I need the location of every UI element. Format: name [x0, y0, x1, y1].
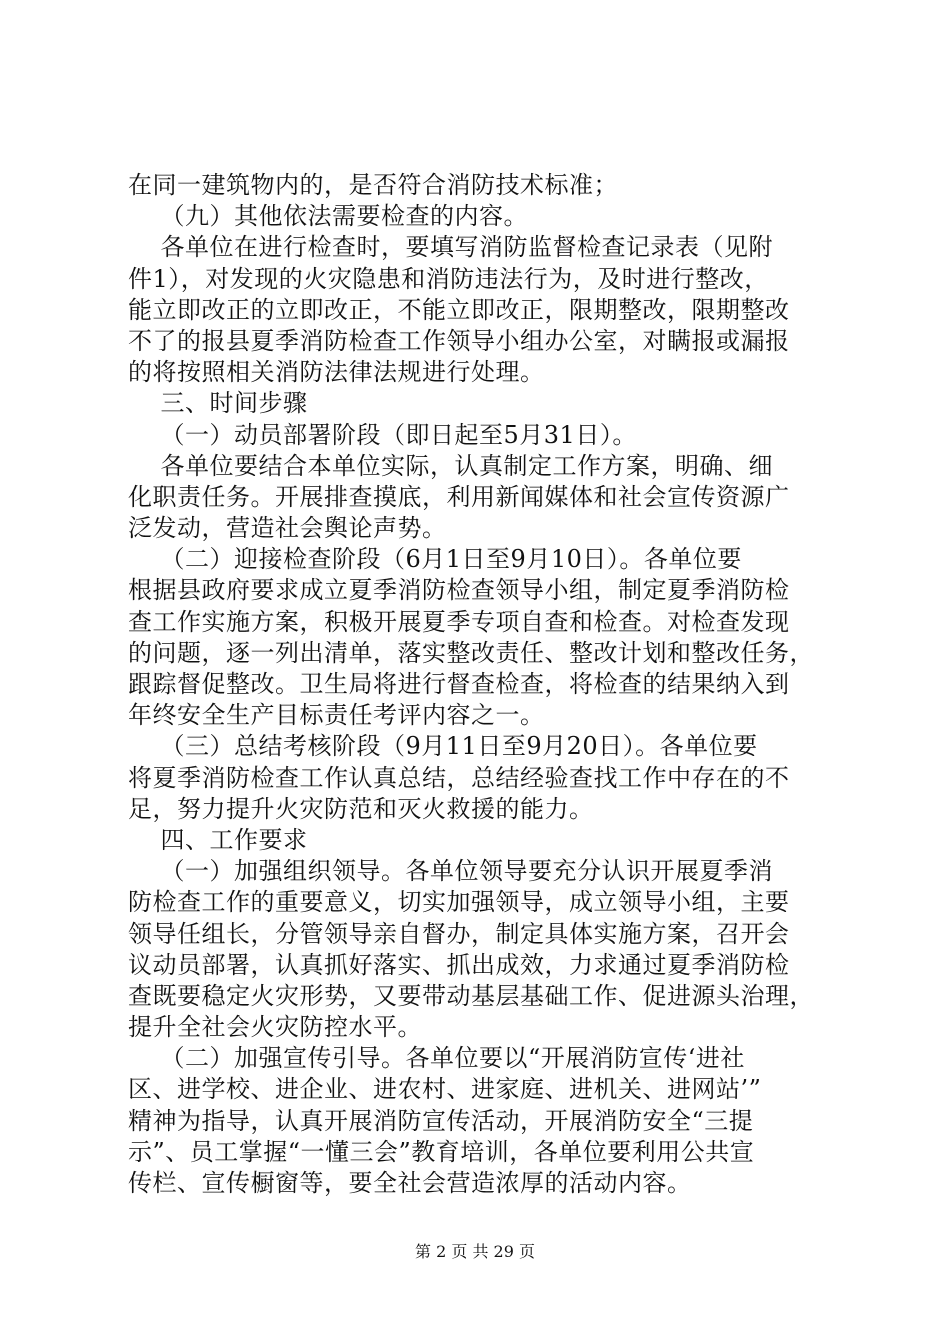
section-heading: 四、工作要求 — [128, 825, 308, 854]
text-line: 化职责任务。开展排查摸底，利用新闻媒体和社会宣传资源广 — [128, 482, 790, 511]
text-line: 的问题，逐一列出清单，落实整改责任、整改计划和整改任务， — [128, 638, 814, 667]
page-number-footer: 第 2 页 共 29 页 — [415, 1242, 535, 1261]
text-line: 不了的报县夏季消防检查工作领导小组办公室，对瞒报或漏报 — [128, 326, 790, 355]
text-line: （二）加强宣传引导。各单位要以“开展消防宣传‘进社 — [128, 1044, 745, 1073]
text-line: 能立即改正的立即改正，不能立即改正，限期整改，限期整改 — [128, 295, 790, 324]
text-line: 年终安全生产目标责任考评内容之一。 — [128, 701, 545, 730]
text-line: 根据县政府要求成立夏季消防检查领导小组，制定夏季消防检 — [128, 576, 790, 605]
text-line: 领导任组长，分管领导亲自督办，制定具体实施方案，召开会 — [128, 919, 790, 948]
document-body — [128, 170, 843, 1199]
text-line: （九）其他依法需要检查的内容。 — [128, 202, 529, 231]
text-line: （一）动员部署阶段（即日起至5月31日）。 — [128, 420, 637, 449]
text-line: 足，努力提升火灾防范和灭火救援的能力。 — [128, 794, 594, 823]
text-line: 区、进学校、进企业、进农村、进家庭、进机关、进网站’” — [128, 1075, 762, 1104]
text-line: 的将按照相关消防法律法规进行处理。 — [128, 358, 545, 387]
text-line: 精神为指导，认真开展消防宣传活动，开展消防安全“三提 — [128, 1106, 754, 1135]
text-line: 跟踪督促整改。卫生局将进行督查检查，将检查的结果纳入到 — [128, 670, 790, 698]
text-line: 查既要稳定火灾形势，又要带动基层基础工作、促进源头治理， — [128, 981, 814, 1010]
text-line: 将夏季消防检查工作认真总结，总结经验查找工作中存在的不 — [128, 763, 790, 792]
text-line: 议动员部署，认真抓好落实、抓出成效，力求通过夏季消防检 — [128, 950, 790, 979]
text-line: 提升全社会火灾防控水平。 — [128, 1013, 422, 1042]
text-line: 防检查工作的重要意义，切实加强领导，成立领导小组，主要 — [128, 888, 790, 917]
text-line: （一）加强组织领导。各单位领导要充分认识开展夏季消 — [128, 857, 774, 886]
text-line: （二）迎接检查阶段（6月1日至9月10日）。各单位要 — [128, 545, 742, 574]
text-line: 在同一建筑物内的，是否符合消防技术标准； — [128, 171, 618, 199]
section-heading: 三、时间步骤 — [128, 389, 308, 418]
text-line: 各单位在进行检查时，要填写消防监督检查记录表（见附 — [128, 233, 774, 262]
text-line: 各单位要结合本单位实际，认真制定工作方案，明确、细 — [128, 451, 774, 480]
text-line: 传栏、宣传橱窗等，要全社会营造浓厚的活动内容。 — [128, 1169, 692, 1197]
text-line: 示”、员工掌握“一懂三会”教育培训，各单位要利用公共宣 — [128, 1137, 755, 1166]
text-line: 件1），对发现的火灾隐患和消防违法行为，及时进行整改， — [128, 264, 769, 293]
text-line: 查工作实施方案，积极开展夏季专项自查和检查。对检查发现 — [128, 607, 790, 636]
text-line: 泛发动，营造社会舆论声势。 — [128, 514, 447, 543]
text-line: （三）总结考核阶段（9月11日至9月20日）。各单位要 — [128, 732, 758, 761]
